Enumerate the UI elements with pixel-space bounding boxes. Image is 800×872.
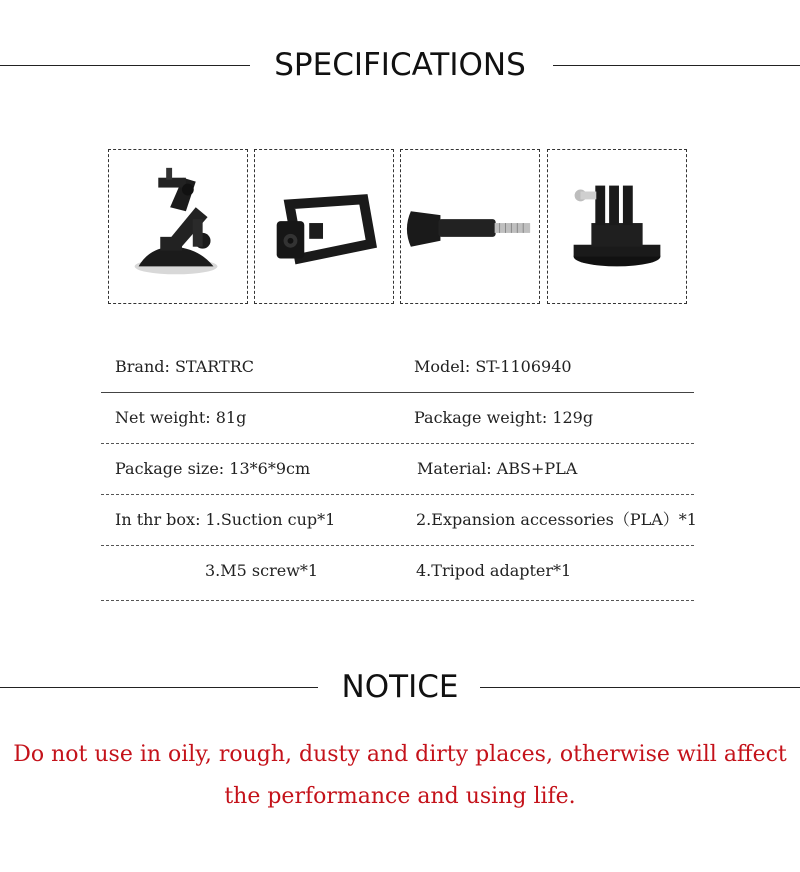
spec-box-item-4: 4.Tripod adapter*1: [416, 561, 572, 580]
divider-line: [553, 65, 800, 66]
spec-row: [101, 393, 694, 444]
spec-material: Material: ABS+PLA: [417, 459, 578, 478]
notice-line-1: Do not use in oily, rough, dusty and dirty places, otherwise will affect: [13, 742, 787, 767]
notice-heading: [0, 667, 800, 707]
section-title: SPECIFICATIONS: [274, 47, 526, 83]
m5-screw-image: [401, 150, 539, 303]
notice-line-2: the performance and using life.: [224, 784, 576, 809]
divider-line: [480, 687, 800, 688]
section-title: NOTICE: [341, 669, 459, 705]
specifications-table: [101, 342, 697, 601]
spec-brand: Brand: STARTRC: [115, 357, 255, 376]
product-photo-expansion-bracket: [254, 149, 394, 304]
product-photo-tripod-adapter: [547, 149, 687, 304]
spec-row: [101, 546, 694, 601]
spec-box-item-1: In thr box: 1.Suction cup*1: [115, 510, 336, 529]
product-photo-suction-cup: [108, 149, 248, 304]
spec-package-size: Package size: 13*6*9cm: [115, 459, 311, 478]
suction-cup-mount-image: [109, 150, 247, 303]
expansion-bracket-image: [255, 150, 393, 303]
spec-box-item-3: 3.M5 screw*1: [205, 561, 319, 580]
spec-package-weight: Package weight: 129g: [414, 408, 594, 427]
spec-row: [101, 444, 694, 495]
spec-row: [101, 495, 697, 546]
spec-row: [101, 342, 694, 393]
spec-model: Model: ST-1106940: [414, 357, 572, 376]
spec-net-weight: Net weight: 81g: [115, 408, 247, 427]
product-photo-m5-screw: [400, 149, 540, 304]
tripod-adapter-image: [548, 150, 686, 303]
spec-box-item-2: 2.Expansion accessories（PLA）*1: [416, 510, 697, 529]
specifications-heading: [0, 45, 800, 85]
